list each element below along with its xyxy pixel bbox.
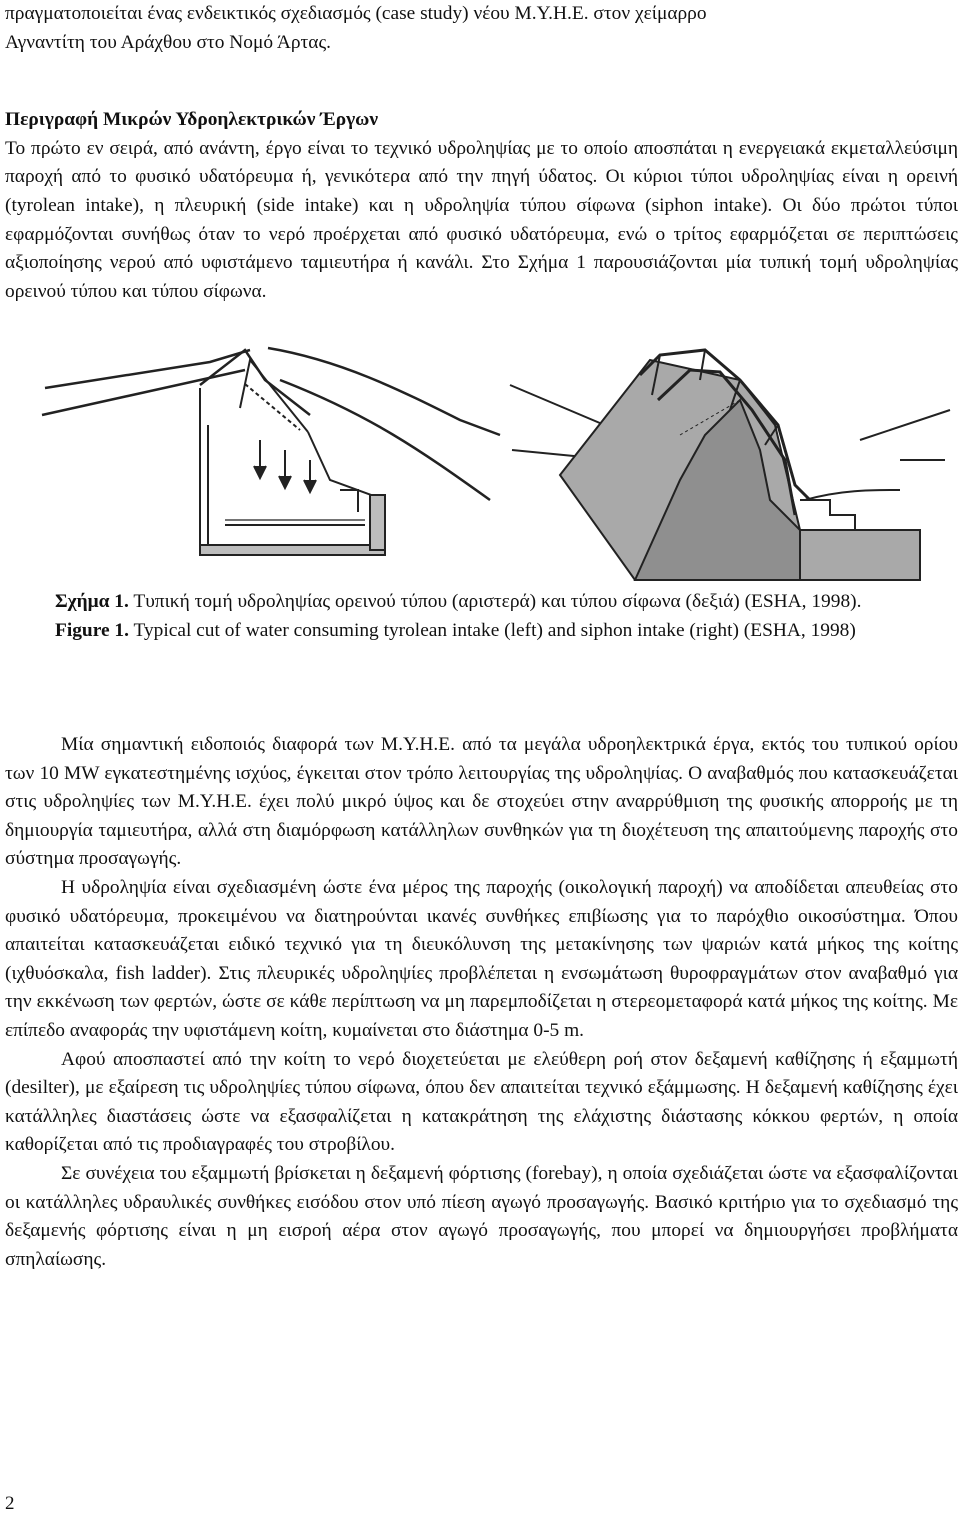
intro-line-1: πραγματοποιείται ένας ενδεικτικός σχεδιασμός (case study) νέου Μ.Υ.Η.Ε. στον χείμαρρο xyxy=(5,3,707,24)
body-paragraph-2: Η υδροληψία είναι σχεδιασμένη ώστε ένα μέρος της παροχής (οικολογική παροχή) να αποδίδεται απευθείας στο φυσικό υδατόρευμα, προκειμένου να διατηρούνται ικανές συνθήκες επιβίωσης για το παρόχθιο οικοσύστημα. Όπου απαιτείται κατασκευάζεται ειδικό τεχνικό για τη διευκόλυνση της μετακίνησης των ψαριών κατά μήκος της κοίτης (ιχθυόσκαλα, fish ladder). Στις πλευρικές υδροληψίες προβλέπεται η ενσωμάτωση θυροφραγμάτων στον αναβαθμό για την εκκένωση των φερτών, ώστε σε κάθε περίπτωση να μη παρεμποδίζεται η στερεομεταφορά κατά μήκος της κοίτης. Με επίπεδο αναφοράς την υφιστάμενη κοίτη, κυμαίνεται στο διάστημα 0-5 m. xyxy=(5,876,958,1041)
tyrolean-intake-drawing xyxy=(42,348,500,555)
intro-line-2: Αγναντίτη του Αράχθου στο Νομό Άρτας. xyxy=(5,31,331,53)
intake-diagrams xyxy=(40,340,955,585)
figure-caption xyxy=(55,588,901,645)
caption-greek-label: Σχήμα 1. xyxy=(55,591,129,612)
section-paragraph: Το πρώτο εν σειρά, από ανάντη, έργο είναι το τεχνικό υδροληψίας με το οποίο αποσπάται η ενεργειακά εκμεταλλεύσιμη παροχή από το φυσικό υδατόρευμα ή, γενικότερα από την πηγή ύδατος. Οι κύριοι τύποι υδροληψίας είναι η ορεινή (tyrolean intake), η πλευρική (side intake) και η υδροληψία τύπου σίφωνα (siphon intake). Οι δύο πρώτοι τύποι εφαρμόζονται συνήθως όταν το νερό προέρχεται από φυσικό υδατόρευμα, ενώ ο τρίτος εφαρμόζεται σε περιπτώσεις αξιοποίησης νερού από υφιστάμενο ταμιευτήρα ή κανάλι. Στο Σχήμα 1 παρουσιάζονται μία τυπική τομή υδροληψίας ορεινού τύπου και τύπου σίφωνα. xyxy=(5,137,958,302)
figure-1 xyxy=(40,340,955,585)
section-heading: Περιγραφή Μικρών Υδροηλεκτρικών Έργων xyxy=(5,109,378,131)
caption-english xyxy=(55,617,901,646)
body-paragraph-3: Αφού αποσπαστεί από την κοίτη το νερό διοχετεύεται με ελεύθερη ροή στον δεξαμενή καθίζησης ή εξαμμωτή (desilter), με εξαίρεση τις υδροληψίες τύπου σίφωνα, όπου δεν απαιτείται τεχνικό εξάμμωσης. Η δεξαμενή καθίζησης έχει κατάλληλες διαστάσεις ώστε να εξασφαλίζεται η κατακράτηση της ελάχιστης διάστασης κόκκου φερτών, η οποία καθορίζεται από τις προδιαγραφές του στροβίλου. xyxy=(5,1048,958,1156)
caption-greek-text: Τυπική τομή υδροληψίας ορεινού τύπου (αριστερά) και τύπου σίφωνα (δεξιά) (ESHA, 1998). xyxy=(128,591,862,612)
siphon-intake-drawing xyxy=(510,350,950,580)
body-paragraph-4: Σε συνέχεια του εξαμμωτή βρίσκεται η δεξαμενή φόρτισης (forebay), η οποία σχεδιάζεται ώστε να εξασφαλίζονται οι κατάλληλες υδραυλικές συνθήκες εισόδου στον υπό πίεση αγωγό προσαγωγής. Βασικό κριτήριο για το σχεδιασμό της δεξαμενής φόρτισης είναι η μη εισροή αέρα στον αγωγό προσαγωγής, που μπορεί να δημιουργήσει προβλήματα σπηλαίωσης. xyxy=(5,1162,958,1270)
caption-greek xyxy=(55,588,901,617)
document-page xyxy=(5,0,958,306)
body-text xyxy=(5,731,958,1274)
page-number: 2 xyxy=(5,1493,15,1514)
body-paragraph-1: Μία σημαντική ειδοποιός διαφορά των Μ.Υ.Η.Ε. από τα μεγάλα υδροηλεκτρικά έργα, εκτός του τυπικού ορίου των 10 MW εγκατεστημένης ισχύος, έγκειται στον τρόπο λειτουργίας της υδροληψίας. Ο αναβαθμός που κατασκευάζεται στις υδροληψίες των Μ.Υ.Η.Ε. έχει πολύ μικρό ύψος και δε στοχεύει στην αναρρύθμιση της φυσικής απορροής με τη δημιουργία ταμιευτήρα, αλλά στη διαμόρφωση κατάλληλων συνθηκών για τη διοχέτευση της απαιτούμενης παροχής στο σύστημα προσαγωγής. xyxy=(5,734,958,870)
caption-english-text: Typical cut of water consuming tyrolean intake (left) and siphon intake (right) (ESHA, 1998) xyxy=(128,619,856,641)
caption-english-label: Figure 1. xyxy=(55,619,129,641)
